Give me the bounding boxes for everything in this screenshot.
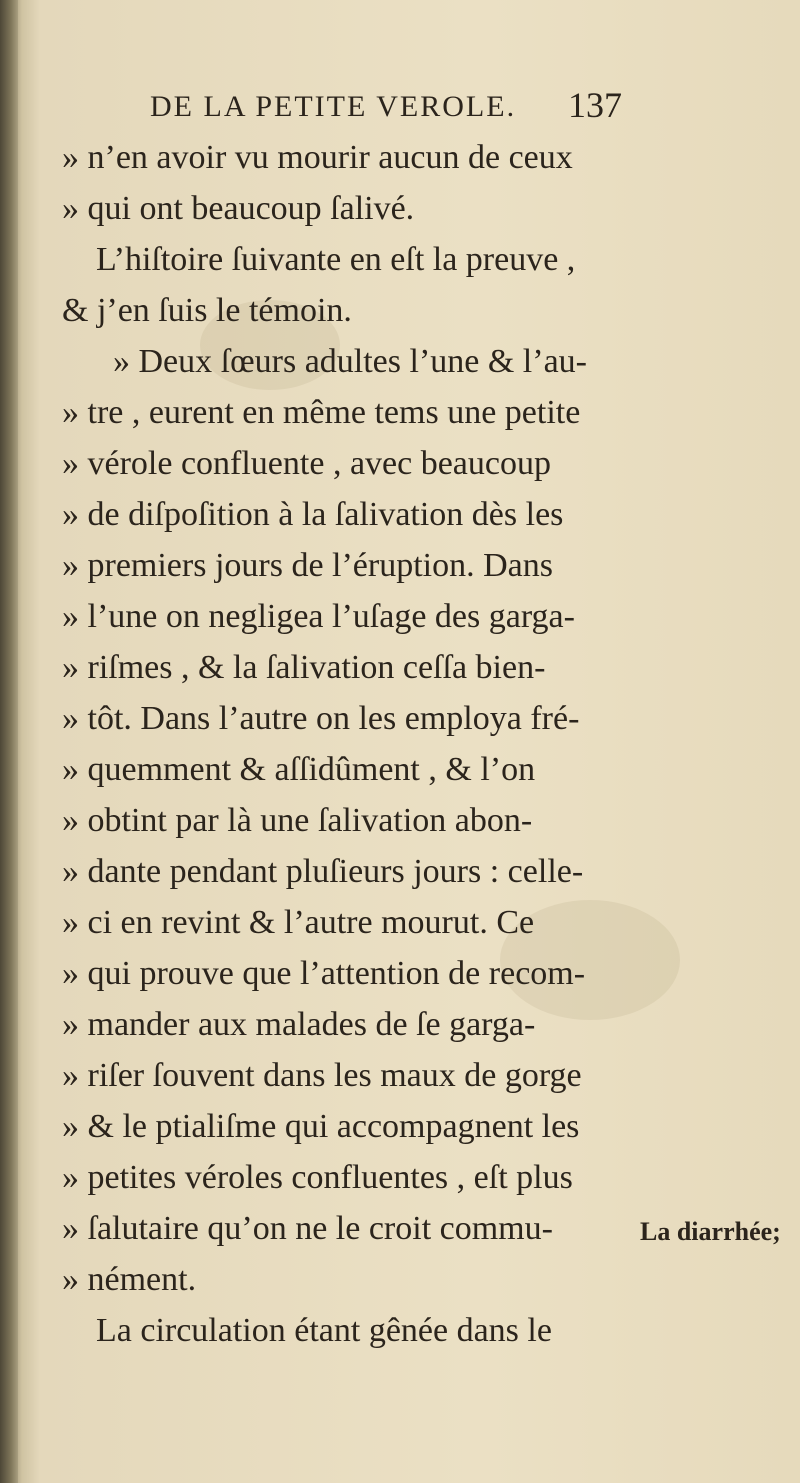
text-line: » Deux ſœurs adultes l’une & l’au- — [62, 343, 587, 380]
body-text — [62, 132, 642, 1356]
text-line: » qui ont beaucoup ſalivé. — [62, 190, 415, 227]
text-line: » ci en revint & l’autre mourut. Ce — [62, 904, 535, 941]
text-line: » vérole confluente , avec beaucoup — [62, 445, 551, 482]
text-line: » petites véroles confluentes , eſt plus — [62, 1159, 573, 1196]
text-line: La circulation étant gênée dans le — [62, 1312, 552, 1349]
text-line: » qui prouve que l’attention de recom- — [62, 955, 586, 992]
text-line: » n’en avoir vu mourir aucun de ceux — [62, 139, 573, 176]
book-spine — [0, 0, 18, 1483]
text-line: L’hiſtoire ſuivante en eſt la preuve , — [62, 241, 576, 278]
text-line: » dante pendant pluſieurs jours : celle- — [62, 853, 584, 890]
text-line: » premiers jours de l’éruption. Dans — [62, 547, 553, 584]
text-line: » riſer ſouvent dans les maux de gorge — [62, 1057, 582, 1094]
text-line: » nément. — [62, 1261, 197, 1298]
running-title: DE LA PETITE VEROLE. — [150, 90, 517, 123]
margin-note: La diarrhée; — [640, 1217, 781, 1246]
text-line: » tôt. Dans l’autre on les employa fré- — [62, 700, 580, 737]
text-line: » l’une on negligea l’uſage des garga- — [62, 598, 575, 635]
text-line: » riſmes , & la ſalivation ceſſa bien- — [62, 649, 546, 686]
text-line: & j’en ſuis le témoin. — [62, 292, 352, 329]
text-line: » tre , eurent en même tems une petite — [62, 394, 581, 431]
text-line: » obtint par là une ſalivation abon- — [62, 802, 533, 839]
text-line: » de diſpoſition à la ſalivation dès les — [62, 496, 564, 533]
text-line: » & le ptialiſme qui accompagnent les — [62, 1108, 580, 1145]
page-number: 137 — [568, 85, 622, 125]
text-line: » quemment & aſſidûment , & l’on — [62, 751, 536, 788]
text-line: » mander aux malades de ſe garga- — [62, 1006, 536, 1043]
text-line: » ſalutaire qu’on ne le croit commu- — [62, 1210, 553, 1247]
page-header — [150, 84, 630, 130]
